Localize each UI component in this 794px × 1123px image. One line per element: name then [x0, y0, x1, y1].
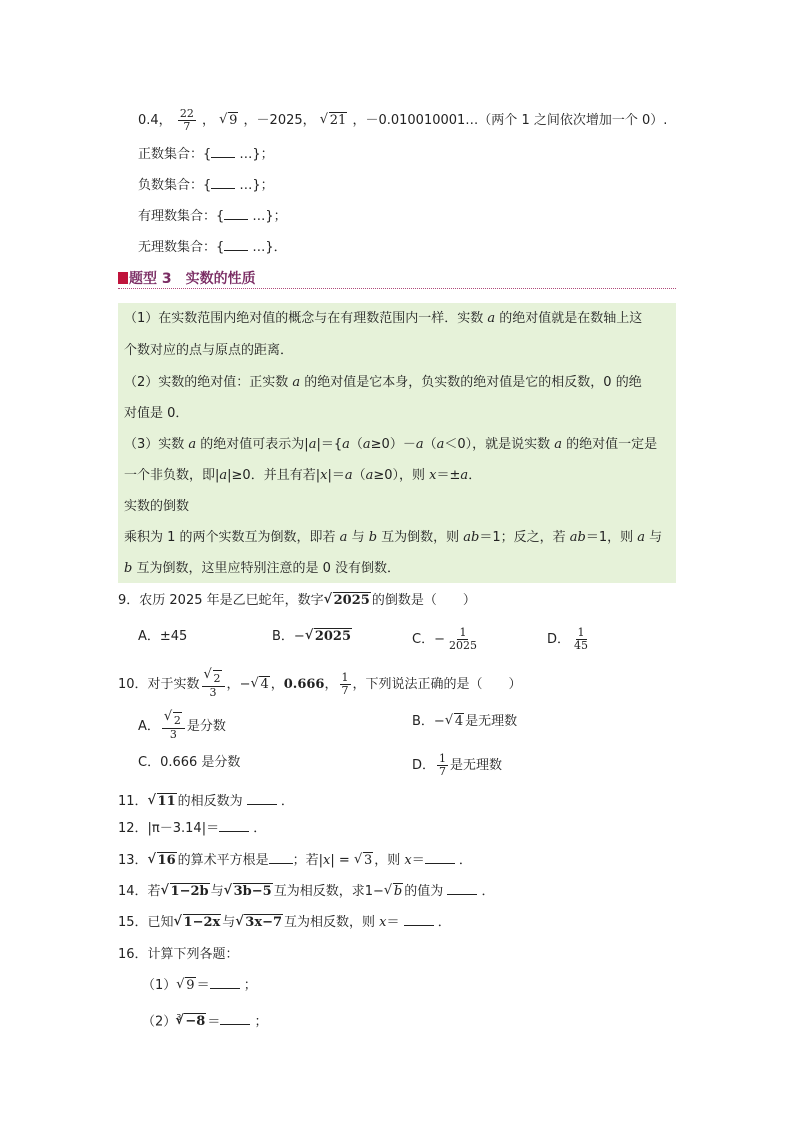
t: −	[433, 714, 445, 729]
t: 0.666	[283, 677, 325, 692]
question-9	[118, 591, 476, 611]
radicand: 1−2b	[170, 884, 209, 899]
var: a	[219, 468, 228, 483]
set-end: …}．	[248, 240, 287, 255]
cbrt-neg-8	[175, 1012, 206, 1032]
question-13	[118, 851, 472, 871]
box-line	[124, 559, 400, 579]
t: 15．已知	[118, 915, 174, 930]
question-12	[118, 819, 266, 839]
root-index: 3	[176, 1013, 182, 1022]
set-label: 负数集合：{	[138, 178, 212, 193]
box-line	[124, 341, 293, 361]
t: ；	[250, 1014, 268, 1030]
radicand: 2025	[333, 593, 370, 608]
var: a	[362, 437, 371, 452]
text: ，－2025，	[243, 113, 316, 128]
answer-blank[interactable]	[425, 851, 455, 864]
set-end: …}；	[235, 178, 274, 193]
sqrt-1-2b	[161, 882, 210, 902]
var: a	[436, 437, 445, 452]
radicand: 2	[213, 672, 221, 685]
den: 7	[183, 120, 191, 133]
t: −	[434, 632, 445, 647]
radicand: 1−2x	[183, 915, 221, 930]
t: 的绝对值一定是	[562, 437, 658, 452]
sqrt-9	[176, 976, 195, 996]
box-line	[124, 404, 188, 424]
t: （	[423, 437, 437, 452]
t: |＝	[327, 468, 345, 483]
var: a	[292, 375, 301, 390]
t: 个数对应的点与原点的距离．	[124, 343, 294, 358]
question-14	[118, 882, 495, 902]
answer-blank[interactable]	[269, 851, 293, 864]
box-line	[124, 528, 662, 548]
sqrt-3	[354, 851, 373, 871]
answer-blank[interactable]	[224, 207, 248, 220]
var: x	[404, 853, 412, 868]
t: B．	[272, 629, 294, 644]
set-negative	[138, 176, 274, 196]
t: 的算术平方根是	[177, 853, 269, 868]
question-16	[118, 945, 239, 965]
q16-part-2	[142, 1008, 267, 1032]
t: ＝	[196, 978, 210, 993]
t: 14．若	[118, 884, 161, 899]
den: 45	[574, 639, 589, 652]
den: 7	[439, 765, 447, 778]
text: ，－0.010010001…（两个 1 之间依次增加一个 0）.	[352, 113, 668, 128]
set-positive	[138, 145, 274, 165]
t: 与	[222, 915, 236, 930]
t: | =	[330, 853, 354, 868]
var: a	[339, 530, 348, 545]
radicand: 3	[363, 853, 373, 868]
q10-option-c[interactable]	[138, 753, 240, 773]
t: 互为相反数，求1−	[273, 884, 384, 899]
radicand: −8	[185, 1014, 206, 1030]
t: ．	[433, 915, 451, 930]
var: x	[323, 853, 331, 868]
t: ，	[270, 677, 284, 692]
radicand: 9	[229, 113, 238, 128]
t: （1）在实数范围内绝对值的概念与在有理数范围内一样．实数	[124, 311, 488, 326]
num: 1	[459, 626, 467, 639]
question-11	[118, 792, 294, 812]
t: ；若|	[292, 853, 324, 868]
var: a	[365, 468, 374, 483]
sqrt-9	[219, 111, 238, 131]
box-line	[124, 309, 642, 329]
t: ＝1，则	[585, 530, 638, 545]
q9-option-a[interactable]	[138, 627, 187, 647]
fraction	[340, 672, 351, 697]
set-end: …}；	[248, 209, 287, 224]
t: 的绝对值是它本身，负实数的绝对值是它的相反数，0 的绝	[300, 375, 642, 390]
t: ＝	[386, 915, 404, 930]
t: 9．农历 2025 年是乙巳蛇年，数字	[118, 593, 324, 608]
sqrt-b	[384, 882, 403, 902]
sqrt-11	[148, 792, 177, 812]
den: 3	[169, 728, 177, 741]
den: 2025	[448, 639, 477, 652]
radicand: 2025	[314, 629, 352, 644]
t: ．	[454, 853, 472, 868]
t: 的绝对值就是在数轴上这	[495, 311, 643, 326]
answer-blank[interactable]	[210, 976, 240, 989]
t: ；	[239, 978, 257, 993]
t: D．	[412, 758, 436, 773]
t: 的相反数为	[177, 794, 247, 809]
t: ＝±	[436, 468, 461, 483]
q10-option-a[interactable]	[138, 712, 226, 741]
t: ，下列说法正确的是（ ）	[352, 677, 522, 692]
t: ，	[324, 677, 338, 692]
t: ＝	[207, 1014, 221, 1030]
radicand: 16	[157, 853, 176, 868]
t: （	[352, 468, 366, 483]
text: 0.4，	[138, 113, 172, 128]
q9-option-b[interactable]	[272, 627, 353, 647]
heading-text: 题型 3 实数的性质	[129, 271, 256, 287]
set-irrational	[138, 238, 287, 258]
sqrt-2025	[324, 591, 371, 611]
t: 与	[645, 530, 663, 545]
t: 互为倒数，这里应特别注意的是 0 没有倒数．	[132, 561, 400, 576]
answer-blank[interactable]	[224, 238, 248, 251]
t: ．	[276, 794, 294, 809]
t: −	[239, 677, 251, 692]
sqrt-16	[148, 851, 177, 871]
section-heading	[118, 268, 256, 288]
radicand: 2	[173, 714, 181, 727]
t: −	[293, 629, 305, 644]
answer-blank[interactable]	[404, 913, 434, 926]
var: a	[415, 437, 424, 452]
radicand: 4	[260, 677, 269, 692]
q9-option-d[interactable]	[547, 627, 592, 652]
box-line	[124, 466, 481, 486]
sqrt-3b-5	[224, 882, 273, 902]
t: A．±45	[138, 629, 188, 644]
t: 的倒数是（ ）	[371, 593, 476, 608]
t: 与	[347, 530, 369, 545]
answer-blank[interactable]	[447, 882, 477, 895]
num: 1	[341, 671, 349, 684]
t: |≥0．并且有若|	[227, 468, 321, 483]
t: （1）	[142, 978, 177, 993]
radicand: 3x−7	[245, 915, 283, 930]
heading-marker-icon	[118, 272, 128, 284]
t: （2）	[142, 1014, 177, 1030]
t: 对值是 0．	[124, 406, 189, 421]
t: 的绝对值可表示为|	[196, 437, 309, 452]
var: x	[429, 468, 437, 483]
box-line	[124, 435, 657, 455]
t: C．	[412, 632, 435, 647]
answer-blank[interactable]	[220, 1012, 250, 1025]
var: a	[554, 437, 563, 452]
var: a	[344, 468, 353, 483]
heading-divider	[118, 288, 676, 289]
sqrt-1-2x	[174, 913, 222, 933]
den: 7	[341, 684, 349, 697]
var: x	[320, 468, 328, 483]
knowledge-box	[118, 303, 676, 583]
t: ≥0），则	[373, 468, 430, 483]
fraction-22-7	[178, 108, 196, 133]
t: 10．对于实数	[118, 677, 200, 692]
box-line	[124, 497, 189, 517]
answer-blank[interactable]	[211, 176, 235, 189]
t: ．	[249, 821, 267, 836]
text: ，	[201, 113, 215, 128]
sqrt-21	[320, 111, 348, 131]
t: ＝	[411, 853, 425, 868]
var: ab	[463, 530, 480, 545]
q10-option-d[interactable]	[412, 753, 502, 778]
set-end: …}；	[235, 147, 274, 162]
set-label: 无理数集合：{	[138, 240, 225, 255]
radicand: 21	[329, 113, 347, 128]
t: ≥0）－	[370, 437, 416, 452]
t: 的值为	[404, 884, 448, 899]
fraction	[202, 670, 225, 699]
radicand: 11	[157, 794, 176, 809]
var: a	[460, 468, 469, 483]
sqrt-3x-7	[235, 913, 283, 933]
var: a	[188, 437, 197, 452]
t: （	[349, 437, 363, 452]
t: 12．|π－3.14|＝	[118, 821, 220, 836]
var: a	[342, 437, 350, 452]
var: a	[637, 530, 646, 545]
den: 3	[209, 686, 217, 699]
t: 互为倒数，则	[377, 530, 464, 545]
t: ．	[477, 884, 495, 899]
fraction	[162, 712, 185, 741]
question-15	[118, 913, 451, 933]
t: （2）实数的绝对值：正实数	[124, 375, 293, 390]
q9-option-c[interactable]	[412, 627, 481, 652]
t: 互为相反数，则	[284, 915, 380, 930]
t: ＝1；反之，若	[479, 530, 570, 545]
var: b	[124, 561, 133, 576]
sqrt-2	[164, 712, 182, 728]
numbers-line	[138, 108, 667, 133]
set-label: 有理数集合：{	[138, 209, 225, 224]
t: A．	[138, 719, 160, 734]
t: ，	[226, 677, 240, 692]
var: b	[368, 530, 378, 545]
t: D．	[547, 632, 571, 647]
fraction	[447, 627, 479, 652]
num: 22	[179, 107, 194, 120]
question-10	[118, 670, 522, 699]
num: 1	[577, 626, 585, 639]
t: 是无理数	[450, 758, 503, 773]
t: 实数的倒数	[124, 499, 190, 514]
answer-blank[interactable]	[211, 145, 235, 158]
t: ，则	[374, 853, 405, 868]
answer-blank[interactable]	[247, 792, 277, 805]
t: 16．计算下列各题：	[118, 947, 239, 962]
set-label: 正数集合：{	[138, 147, 212, 162]
t: 一个非负数，即|	[124, 468, 220, 483]
t: B．	[412, 714, 434, 729]
fraction	[437, 753, 448, 778]
t: （3）实数	[124, 437, 189, 452]
t: ＜0），就是说实数	[444, 437, 555, 452]
sqrt-2025	[305, 627, 352, 647]
q16-part-1	[142, 976, 257, 996]
t: |＝{	[316, 437, 343, 452]
t: 乘积为 1 的两个实数互为倒数，即若	[124, 530, 340, 545]
sqrt-4	[445, 712, 464, 732]
num: 1	[439, 752, 447, 765]
var: ab	[569, 530, 586, 545]
radicand: 3b−5	[233, 884, 272, 899]
t: 13．	[118, 853, 148, 868]
radicand: b	[393, 884, 403, 899]
t: 是分数	[186, 719, 226, 734]
t: ．	[468, 468, 482, 483]
set-rational	[138, 207, 287, 227]
var: a	[308, 437, 317, 452]
box-line	[124, 373, 642, 393]
sqrt-2	[204, 670, 222, 686]
var: x	[379, 915, 387, 930]
radicand: 4	[454, 714, 464, 729]
t: C．0.666 是分数	[138, 755, 241, 770]
q10-option-b[interactable]	[412, 712, 517, 732]
var: a	[487, 311, 496, 326]
radicand: 9	[186, 978, 195, 993]
t: 是无理数	[465, 714, 518, 729]
t: 与	[210, 884, 224, 899]
fraction	[572, 627, 590, 652]
sqrt-4	[250, 675, 269, 695]
t: 11．	[118, 794, 148, 809]
answer-blank[interactable]	[219, 819, 249, 832]
